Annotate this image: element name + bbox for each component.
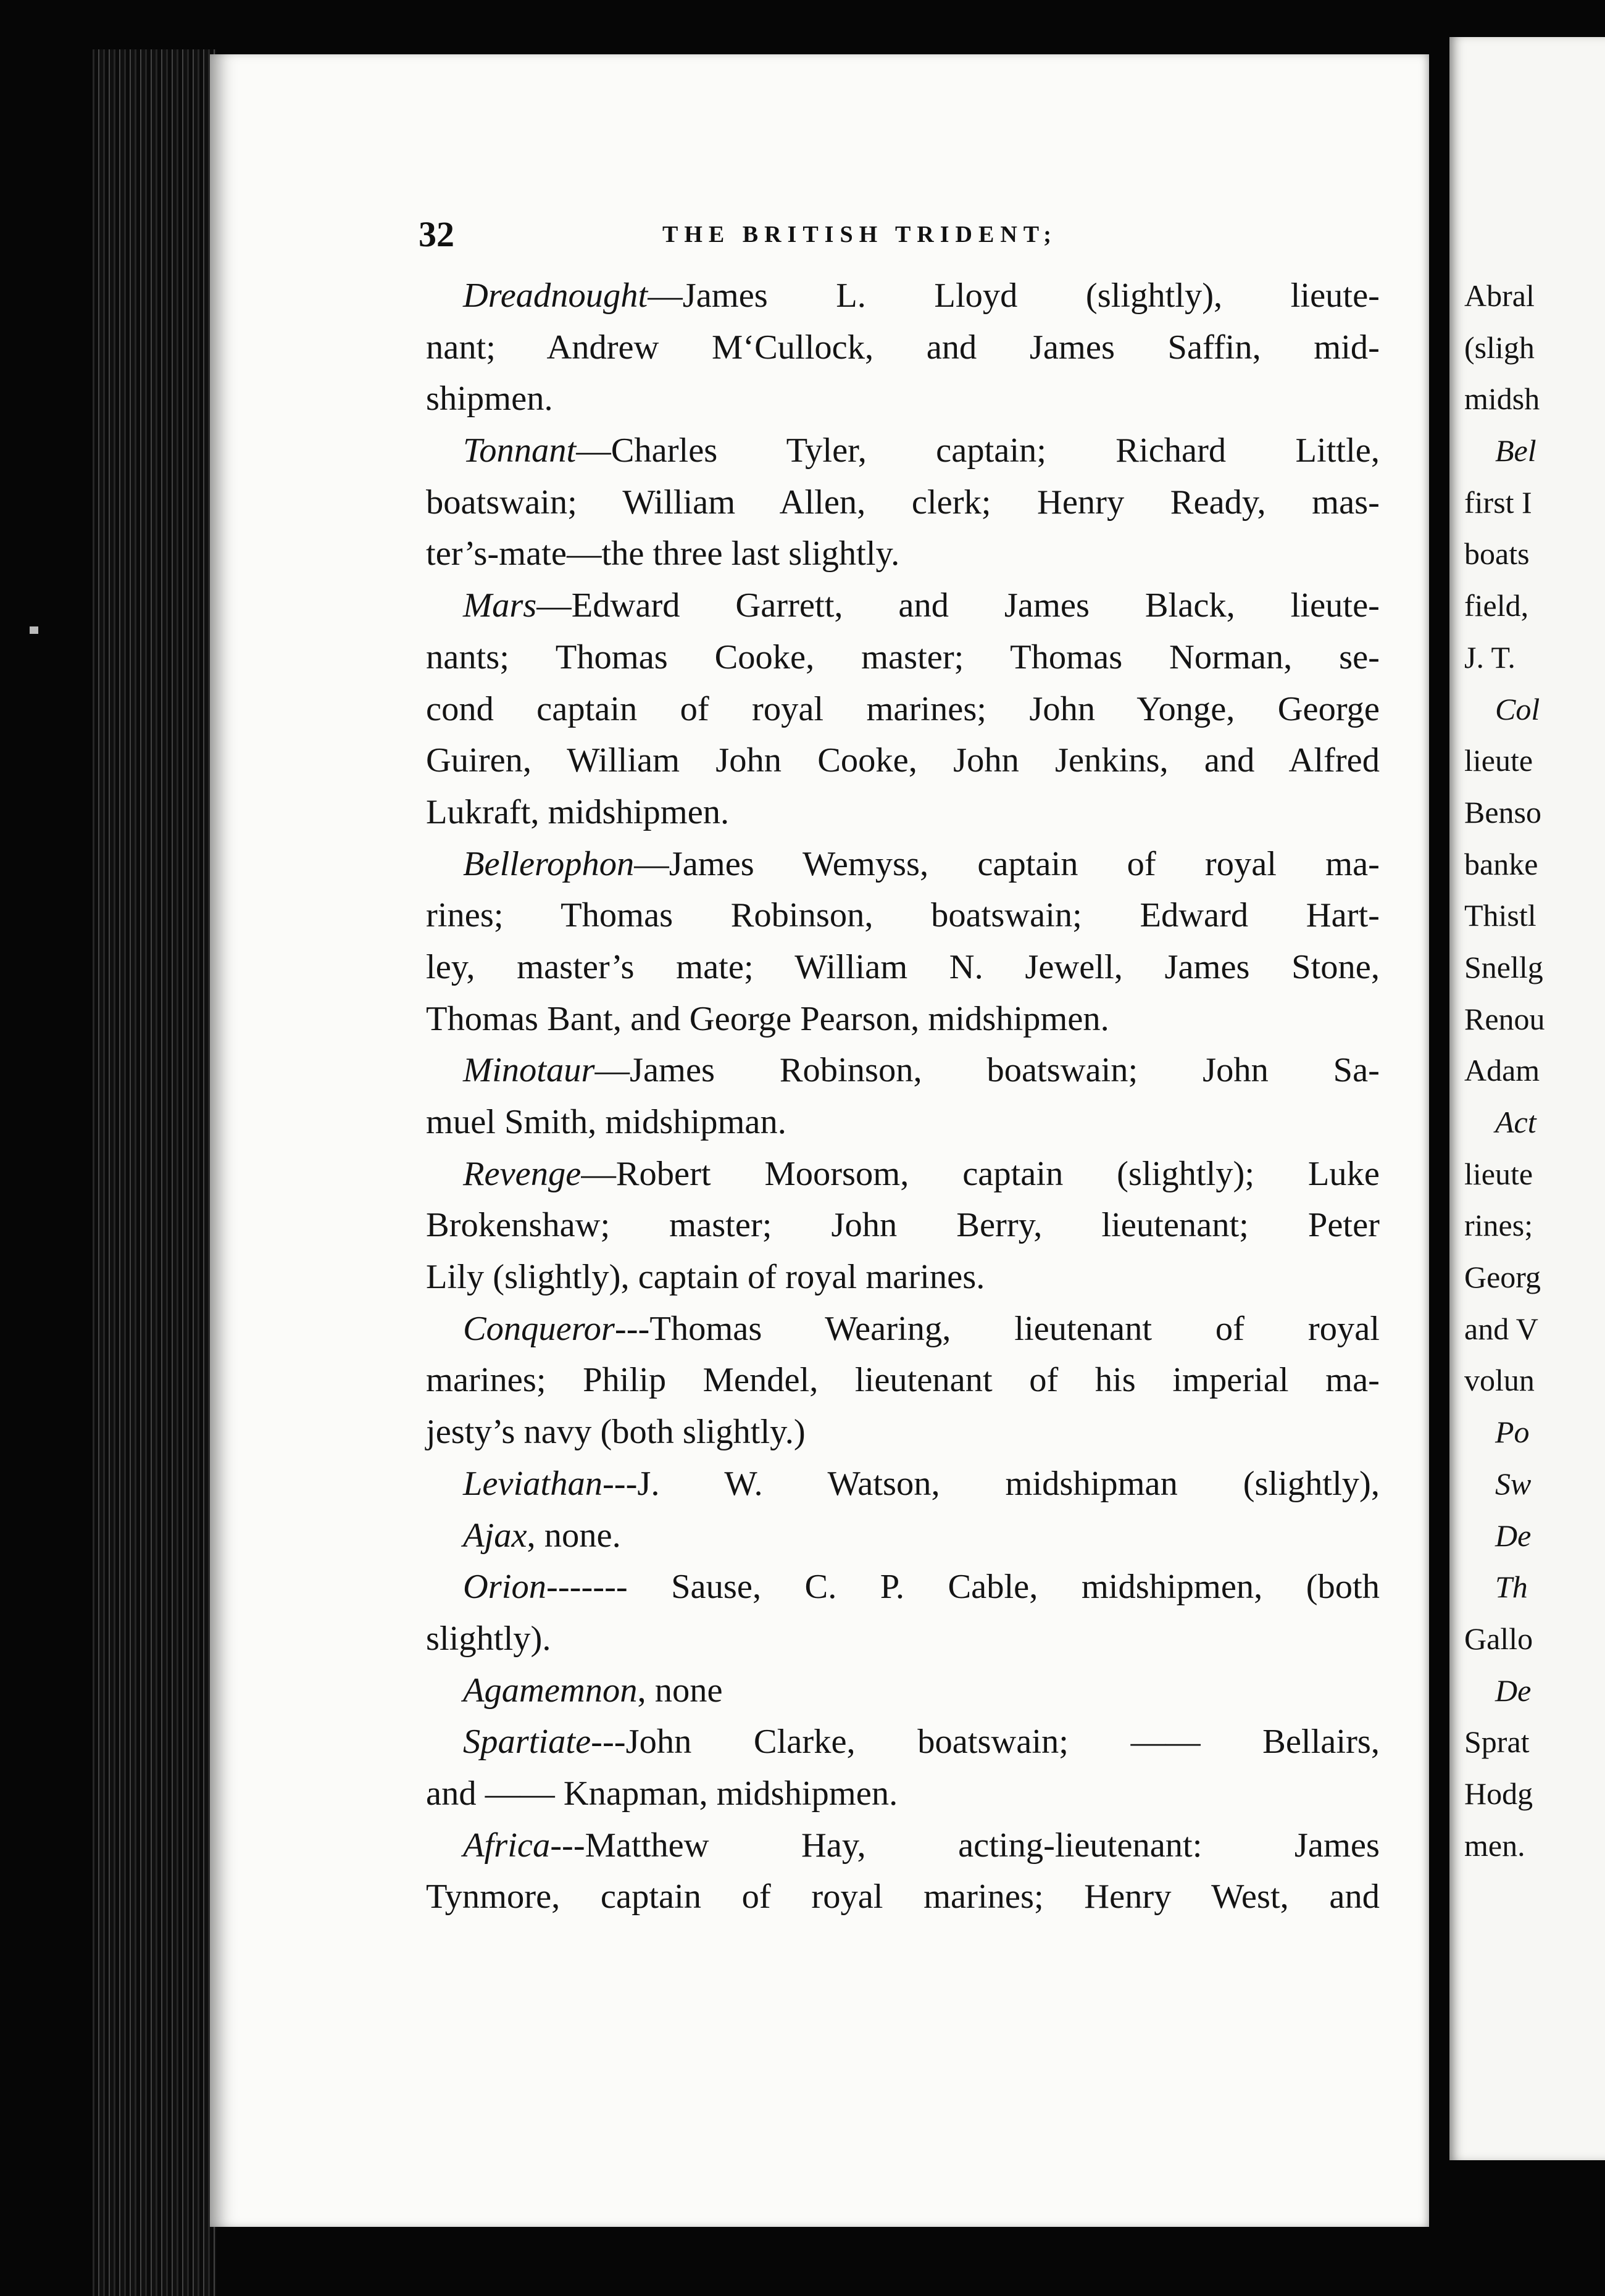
text-line xyxy=(426,1097,1380,1149)
ship-name: Africa xyxy=(463,1826,551,1865)
ship-name: Agamemnon xyxy=(463,1671,638,1710)
text-line xyxy=(426,1200,1380,1252)
ship-name: Orion xyxy=(463,1568,546,1607)
ship-name: Bellerophon xyxy=(463,844,635,883)
facing-page-line: volun xyxy=(1464,1363,1535,1398)
line-text: —Edward Garrett, and James Black, lieute- xyxy=(536,586,1380,625)
facing-page-line: and V xyxy=(1464,1311,1538,1346)
facing-page-line: Gallo xyxy=(1464,1621,1533,1656)
ship-name: Mars xyxy=(463,586,537,625)
line-text: and —— Knapman, midshipmen. xyxy=(426,1774,898,1813)
facing-page-line: boats xyxy=(1464,536,1530,572)
entry-line xyxy=(426,1665,1380,1717)
entry-line xyxy=(426,425,1380,477)
line-text: —Robert Moorsom, captain (slightly); Luke xyxy=(581,1154,1380,1193)
entry-line xyxy=(426,1716,1380,1768)
line-text: ---John Clarke, boatswain; —— Bellairs, xyxy=(591,1723,1380,1762)
facing-page-line: rines; xyxy=(1464,1208,1533,1243)
ship-name: Tonnant xyxy=(463,431,577,470)
running-header xyxy=(419,214,1369,254)
line-text: , none xyxy=(637,1671,723,1710)
text-line xyxy=(426,1355,1380,1407)
facing-page-text xyxy=(1464,270,1605,1871)
facing-page-line: J. T. xyxy=(1464,639,1515,675)
text-line xyxy=(426,994,1380,1046)
entry-line xyxy=(426,839,1380,891)
text-line xyxy=(426,373,1380,425)
facing-page-line: lieute xyxy=(1464,743,1533,778)
text-line xyxy=(426,787,1380,839)
facing-page-line: Georg xyxy=(1464,1260,1541,1295)
entry-line xyxy=(426,1045,1380,1097)
casualty-list-text xyxy=(426,270,1380,1923)
line-text: Lukraft, midshipmen. xyxy=(426,792,730,831)
line-text: —James Wemyss, captain of royal ma- xyxy=(634,844,1380,883)
entry-line xyxy=(426,1458,1380,1510)
facing-page-line: De xyxy=(1495,1673,1532,1708)
line-text: shipmen. xyxy=(426,380,553,418)
ship-name: Leviathan xyxy=(463,1464,602,1503)
line-text: Brokenshaw; master; John Berry, lieutenant; Peter xyxy=(426,1206,1380,1245)
line-text: Tynmore, captain of royal marines; Henry West, and xyxy=(426,1878,1380,1916)
text-line xyxy=(426,942,1380,994)
facing-page-line: De xyxy=(1495,1518,1532,1553)
text-line xyxy=(426,1871,1380,1923)
text-line xyxy=(426,632,1380,684)
line-text: ---Thomas Wearing, lieutenant of royal xyxy=(614,1309,1380,1348)
facing-page-line: Thistl xyxy=(1464,898,1536,933)
facing-page-line: Benso xyxy=(1464,794,1541,830)
line-text: ter’s-mate—the three last slightly. xyxy=(426,534,900,573)
entry-line xyxy=(426,1304,1380,1355)
line-text: boatswain; William Allen, clerk; Henry Ready, mas- xyxy=(426,483,1380,522)
entry-line xyxy=(426,580,1380,632)
line-text: —James L. Lloyd (slightly), lieute- xyxy=(648,277,1380,315)
line-text: ---Matthew Hay, acting-lieutenant: James xyxy=(550,1826,1380,1865)
line-text: nant; Andrew M‘Cullock, and James Saffin, mid- xyxy=(426,328,1380,367)
facing-page-line: Sw xyxy=(1495,1466,1532,1501)
line-text: nants; Thomas Cooke, master; Thomas Norman, se- xyxy=(426,638,1380,676)
line-text: Guiren, William John Cooke, John Jenkins, and Alfred xyxy=(426,741,1380,780)
line-text: muel Smith, midshipman. xyxy=(426,1103,786,1141)
facing-page-line: midsh xyxy=(1464,381,1540,417)
line-text: jesty’s navy (both slightly.) xyxy=(426,1413,806,1452)
line-text: ------- Sause, C. P. Cable, midshipmen, (both xyxy=(546,1568,1380,1607)
facing-page-line: Renou xyxy=(1464,1001,1545,1036)
line-text: ley, master’s mate; William N. Jewell, James Stone, xyxy=(426,947,1380,986)
ship-name: Minotaur xyxy=(463,1051,595,1090)
facing-page-line: men. xyxy=(1464,1828,1525,1863)
page-edges xyxy=(93,49,216,2296)
scan-speck xyxy=(30,626,38,634)
facing-page-line: Col xyxy=(1495,691,1540,726)
line-text: —Charles Tyler, captain; Richard Little, xyxy=(576,431,1380,470)
entry-line xyxy=(426,1510,1380,1562)
facing-page-line: first I xyxy=(1464,485,1532,520)
facing-page-line: Bel xyxy=(1495,433,1536,468)
entry-line xyxy=(426,1149,1380,1200)
facing-page-line: field, xyxy=(1464,588,1529,623)
text-line xyxy=(426,1407,1380,1458)
entry-line xyxy=(426,1820,1380,1872)
line-text: rines; Thomas Robinson, boatswain; Edward Hart- xyxy=(426,896,1380,935)
facing-page-line: Adam xyxy=(1464,1053,1540,1088)
line-text: ---J. W. Watson, midshipman (slightly), xyxy=(602,1464,1380,1503)
facing-page-line: Hodg xyxy=(1464,1776,1533,1811)
line-text: Lily (slightly), captain of royal marines. xyxy=(426,1258,985,1297)
line-text: , none. xyxy=(527,1516,621,1555)
text-line xyxy=(426,1768,1380,1820)
facing-page-line: Snellg xyxy=(1464,949,1543,984)
text-line xyxy=(426,890,1380,942)
facing-page-line: (sligh xyxy=(1464,330,1535,365)
facing-page-line: banke xyxy=(1464,846,1538,881)
text-line xyxy=(426,1613,1380,1665)
text-line xyxy=(426,528,1380,580)
entry-line xyxy=(426,1562,1380,1613)
ship-name: Ajax xyxy=(463,1516,527,1555)
line-text: Thomas Bant, and George Pearson, midshipmen. xyxy=(426,999,1109,1038)
facing-page-line: Act xyxy=(1495,1105,1536,1139)
facing-page-line: Th xyxy=(1495,1570,1528,1605)
text-line xyxy=(426,684,1380,736)
facing-page-line: Abral xyxy=(1464,278,1535,313)
text-line xyxy=(426,322,1380,374)
ship-name: Revenge xyxy=(463,1154,582,1193)
entry-line xyxy=(426,270,1380,322)
ship-name: Spartiate xyxy=(463,1723,591,1762)
line-text: cond captain of royal marines; John Yonge, George xyxy=(426,689,1380,728)
facing-page-line: Po xyxy=(1495,1415,1530,1450)
text-line xyxy=(426,1252,1380,1304)
line-text: slightly). xyxy=(426,1619,551,1658)
facing-page-line: lieute xyxy=(1464,1156,1533,1191)
page-number: 32 xyxy=(419,214,454,254)
ship-name: Dreadnought xyxy=(463,277,648,315)
line-text: marines; Philip Mendel, lieutenant of his imperial ma- xyxy=(426,1361,1380,1400)
ship-name: Conqueror xyxy=(463,1309,615,1348)
text-line xyxy=(426,735,1380,787)
text-line xyxy=(426,477,1380,529)
running-title: THE BRITISH TRIDENT; xyxy=(662,222,1057,247)
facing-page-line: Sprat xyxy=(1464,1724,1530,1760)
line-text: —James Robinson, boatswain; John Sa- xyxy=(594,1051,1380,1090)
